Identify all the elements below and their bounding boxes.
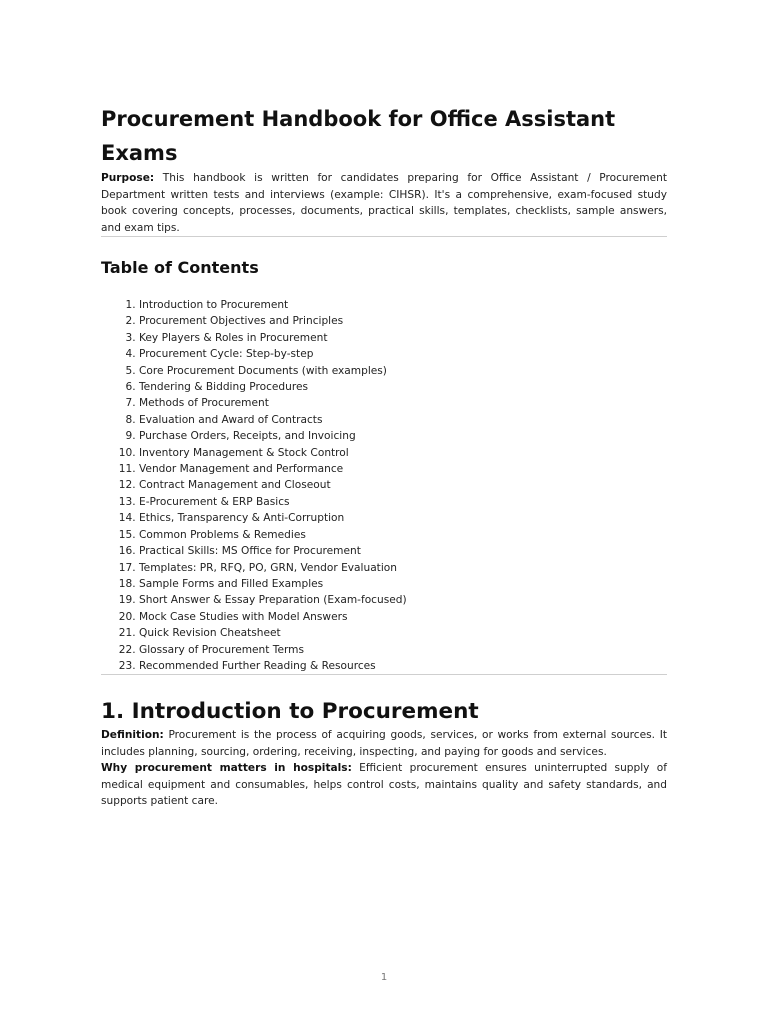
toc-heading: Table of Contents [101, 258, 259, 277]
purpose-paragraph [101, 170, 667, 236]
why-paragraph [101, 760, 667, 810]
page-number: 1 [380, 972, 388, 983]
toc-item: 14. Ethics, Transparency & Anti-Corruption [139, 510, 667, 526]
toc-item: 17. Templates: PR, RFQ, PO, GRN, Vendor Evaluation [139, 560, 667, 576]
toc-item: 21. Quick Revision Cheatsheet [139, 625, 667, 641]
toc-item: 1. Introduction to Procurement [139, 297, 667, 313]
definition-label: Definition: [101, 729, 164, 742]
toc-item: 18. Sample Forms and Filled Examples [139, 576, 667, 592]
purpose-label: Purpose: [101, 172, 155, 184]
toc-item: 4. Procurement Cycle: Step-by-step [139, 346, 667, 362]
toc-item: 19. Short Answer & Essay Preparation (Exam-focused) [139, 592, 667, 608]
purpose-text: This handbook is written for candidates preparing for Office Assistant / Procurement Department written tests and interviews (example: CIHSR). It's a comprehensive, exam-focused study book covering concepts, processes, documents, practical skills, templates, checklists, sample answers, and exam tips. [101, 172, 667, 234]
why-text: Efficient procurement ensures uninterrupted supply of medical equipment and consumables, helps control costs, maintains quality and safety standards, and supports patient care. [101, 762, 668, 808]
toc-item: 13. E-Procurement & ERP Basics [139, 494, 667, 510]
toc-item: 5. Core Procurement Documents (with examples) [139, 363, 667, 379]
section-divider [101, 674, 667, 675]
definition-text: Procurement is the process of acquiring goods, services, or works from external sources. It includes planning, sourcing, ordering, receiving, inspecting, and paying for goods and services. [101, 729, 667, 758]
why-label: Why procurement matters in hospitals: [101, 762, 352, 775]
toc-item: 11. Vendor Management and Performance [139, 461, 667, 477]
toc-item: 7. Methods of Procurement [139, 395, 667, 411]
toc-item: 10. Inventory Management & Stock Control [139, 445, 667, 461]
section-heading: 1. Introduction to Procurement [101, 699, 479, 725]
toc-item: 16. Practical Skills: MS Office for Procurement [139, 543, 667, 559]
toc-item: 9. Purchase Orders, Receipts, and Invoicing [139, 428, 667, 444]
toc-item: 2. Procurement Objectives and Principles [139, 313, 667, 329]
toc-item: 23. Recommended Further Reading & Resources [139, 658, 667, 674]
definition-paragraph [101, 727, 667, 760]
toc-list [101, 297, 667, 674]
toc-item: 12. Contract Management and Closeout [139, 477, 667, 493]
toc-item: 15. Common Problems & Remedies [139, 527, 667, 543]
toc-item: 3. Key Players & Roles in Procurement [139, 330, 667, 346]
toc-item: 8. Evaluation and Award of Contracts [139, 412, 667, 428]
document-title: Procurement Handbook for Office Assistant Exams [101, 107, 616, 165]
toc-item: 6. Tendering & Bidding Procedures [139, 379, 667, 395]
toc-item: 22. Glossary of Procurement Terms [139, 642, 667, 658]
toc-item: 20. Mock Case Studies with Model Answers [139, 609, 667, 625]
section-divider [101, 236, 667, 237]
